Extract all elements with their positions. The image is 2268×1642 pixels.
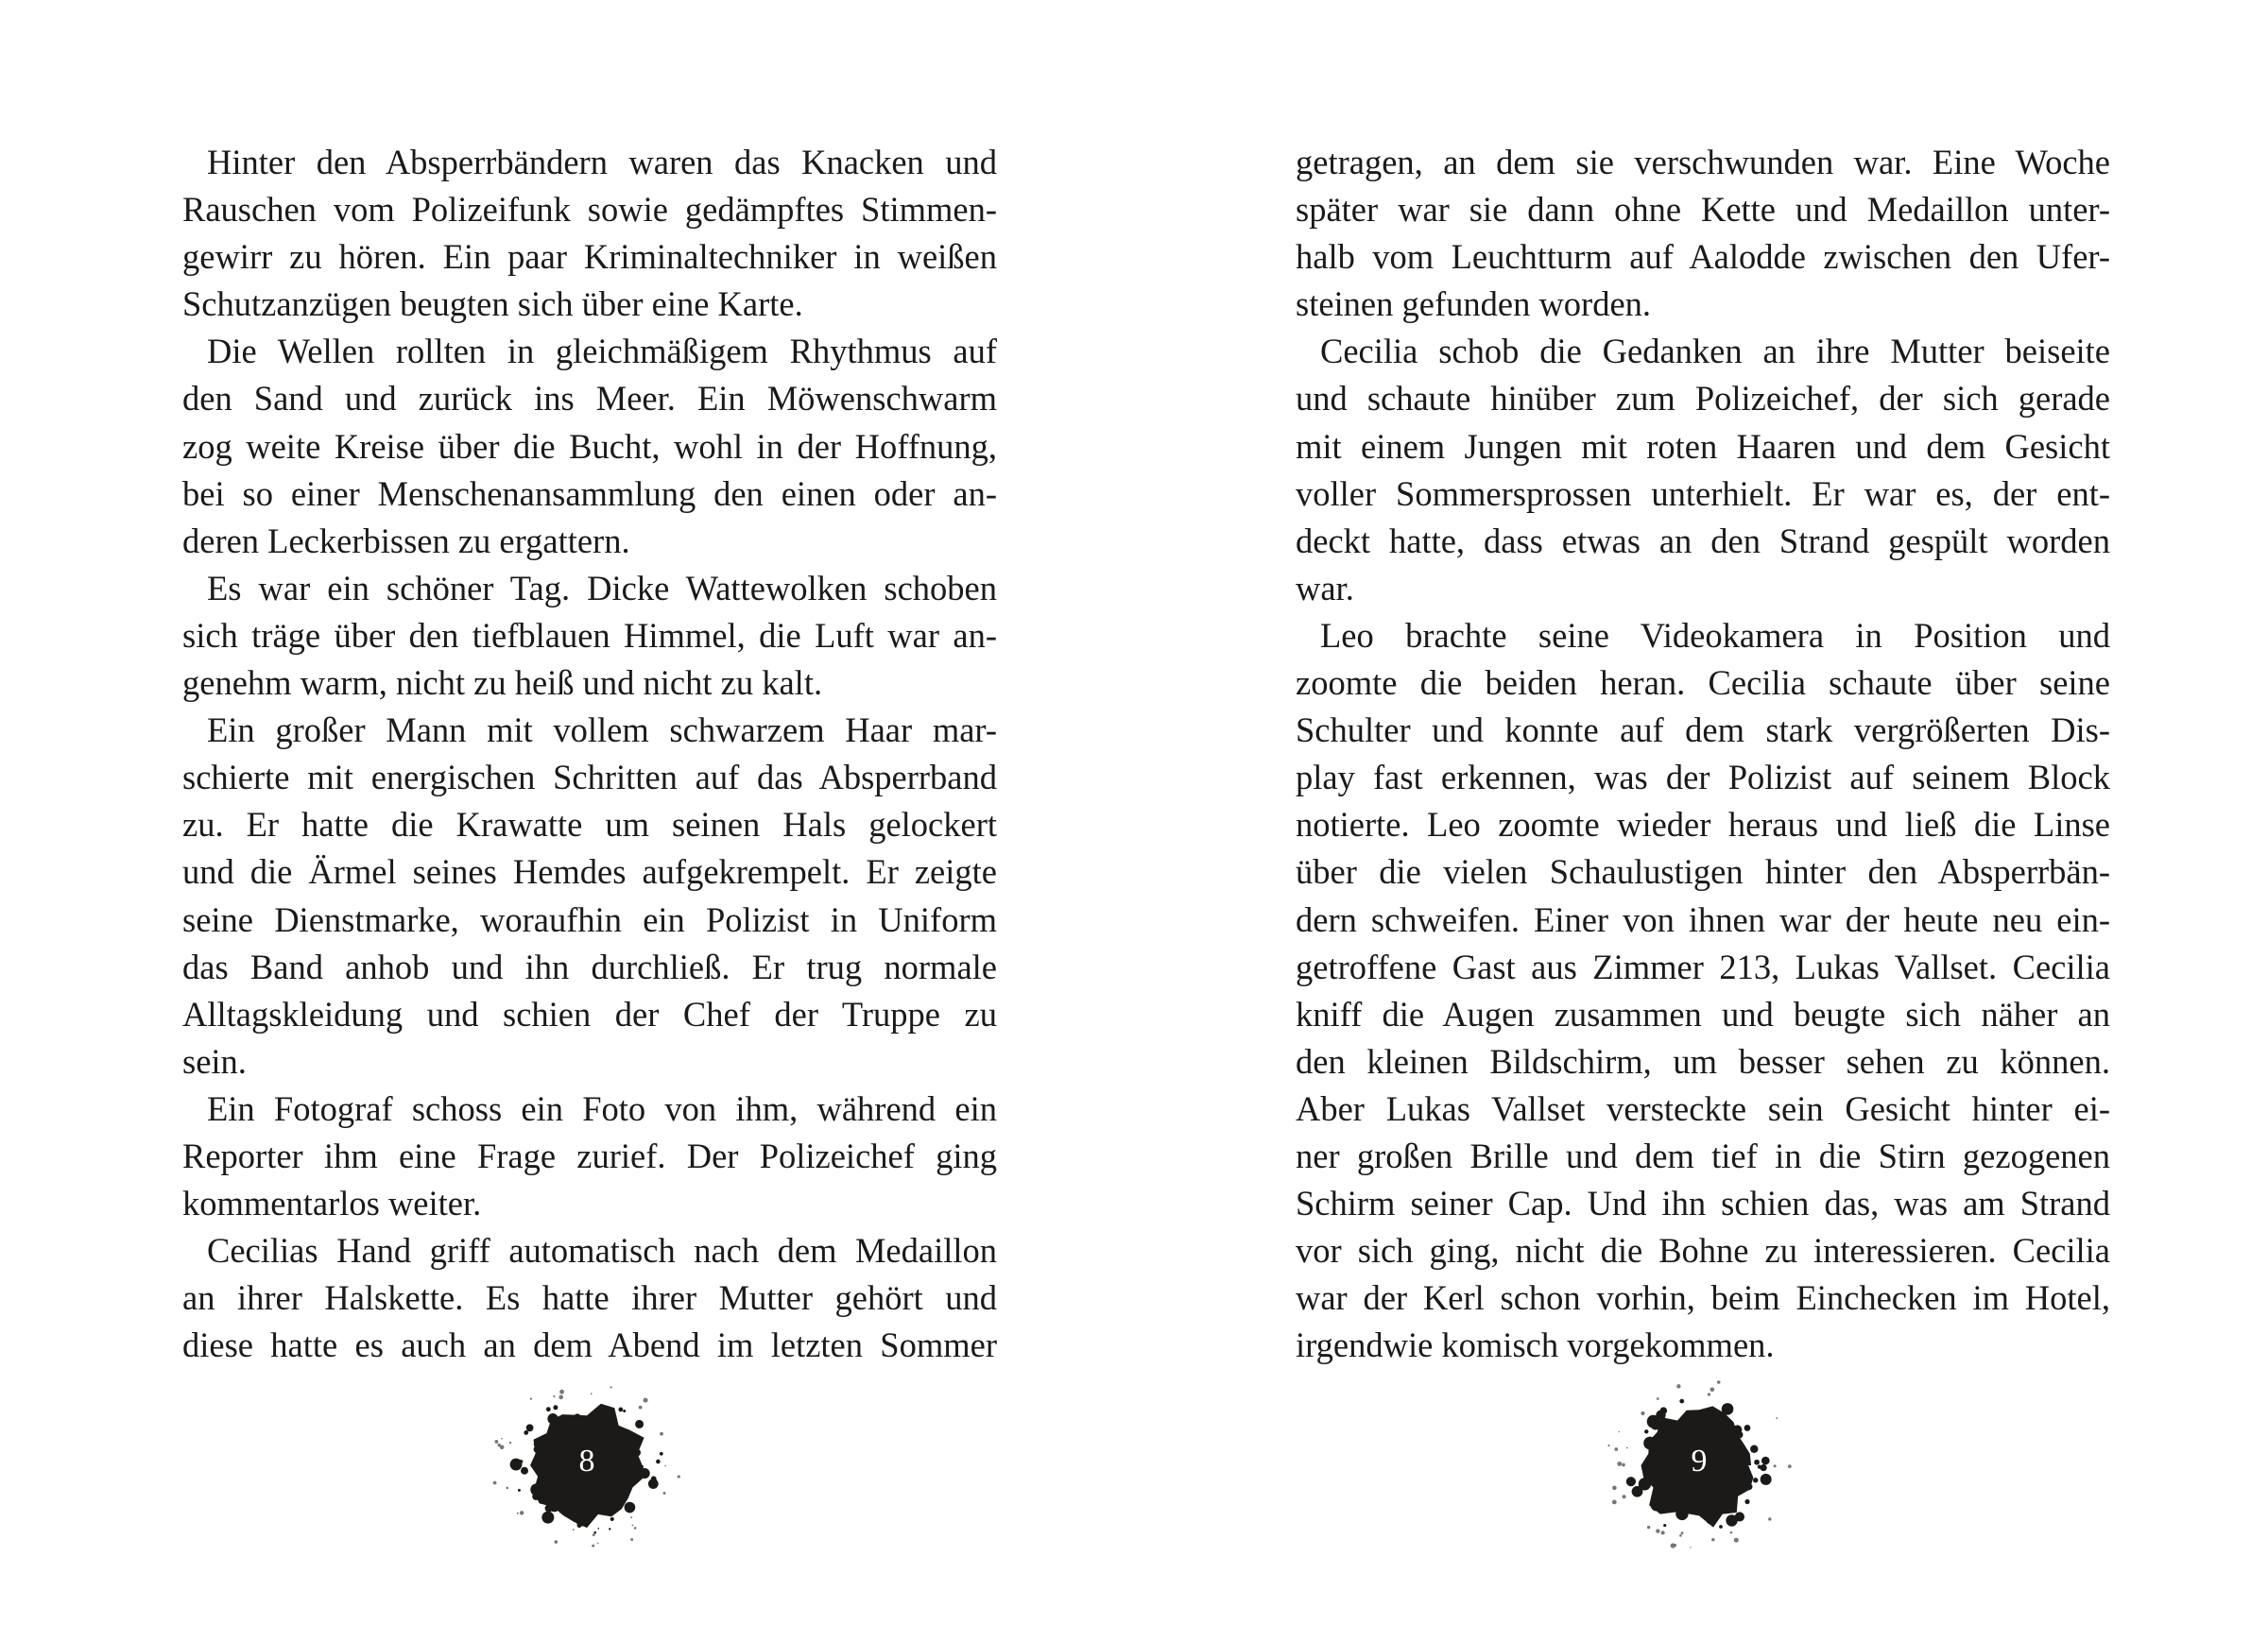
- text-line: genehm warm, nicht zu heiß und nicht zu kalt.: [182, 663, 823, 703]
- text-line: Schirm seiner Cap. Und ihn schien das, was am Strand: [1296, 1184, 2110, 1223]
- paragraph: [1296, 139, 2110, 328]
- right-page-text: [1296, 139, 2110, 1369]
- text-line: und schaute hinüber zum Polizeichef, der sich gerade: [1296, 379, 2110, 419]
- text-line: bei so einer Menschenansammlung den einen oder an-: [182, 473, 997, 513]
- text-line: Ein Fotograf schoss ein Foto von ihm, während ein: [207, 1088, 997, 1128]
- text-line: schierte mit energischen Schritten auf das Absperrband: [182, 758, 997, 797]
- text-line: über die vielen Schaulustigen hinter den Absperrbän-: [1296, 852, 2110, 892]
- text-line: Alltagskleidung und schien der Chef der Truppe zu: [182, 994, 997, 1034]
- text-line: Es war ein schöner Tag. Dicke Wattewolken schoben: [207, 568, 997, 607]
- text-line: zu. Er hatte die Krawatte um seinen Hals gelockert: [182, 805, 997, 845]
- paragraph: [182, 1227, 997, 1369]
- text-line: Hinter den Absperrbändern waren das Knacken und: [207, 143, 997, 181]
- page-number: 8: [578, 1444, 595, 1479]
- text-line: war.: [1296, 568, 1354, 607]
- text-line: play fast erkennen, was der Polizist auf seinem Block: [1296, 758, 2110, 797]
- text-line: dern schweifen. Einer von ihnen war der heute neu ein-: [1296, 899, 2110, 939]
- text-line: Cecilias Hand griff automatisch nach dem Medaillon: [207, 1231, 997, 1271]
- text-line: ner großen Brille und dem tief in die Stirn gezogenen: [1296, 1136, 2110, 1175]
- text-line: mit einem Jungen mit roten Haaren und dem Gesicht: [1296, 426, 2110, 466]
- page-number-ink-splat-right: [1605, 1376, 1794, 1565]
- text-line: das Band anhob und ihn durchließ. Er trug normale: [182, 947, 997, 986]
- text-line: sein.: [182, 1041, 247, 1081]
- text-line: kniff die Augen zusammen und beugte sich näher an: [1296, 994, 2110, 1034]
- text-line: halb vom Leuchtturm auf Aalodde zwischen den Ufer-: [1296, 237, 2110, 277]
- paragraph: [1296, 612, 2110, 1370]
- paragraph: [182, 565, 997, 707]
- text-line: deren Leckerbissen zu ergattern.: [182, 521, 630, 560]
- text-line: voller Sommersprossen unterhielt. Er war es, der ent-: [1296, 473, 2110, 513]
- paragraph: [182, 1086, 997, 1227]
- paragraph: [1296, 328, 2110, 612]
- text-line: sich träge über den tiefblauen Himmel, die Luft war an-: [182, 615, 997, 655]
- text-line: Schutzanzügen beugten sich über eine Karte.: [182, 284, 803, 324]
- text-line: getroffene Gast aus Zimmer 213, Lukas Vallset. Cecilia: [1296, 947, 2110, 986]
- text-line: kommentarlos weiter.: [182, 1184, 482, 1223]
- text-line: den kleinen Bildschirm, um besser sehen zu können.: [1296, 1041, 2110, 1081]
- text-line: Schulter und konnte auf dem stark vergrößerten Dis-: [1296, 710, 2110, 750]
- text-line: deckt hatte, dass etwas an den Strand gespült worden: [1296, 521, 2110, 560]
- text-line: und die Ärmel seines Hemdes aufgekrempelt. Er zeigte: [182, 852, 997, 892]
- text-line: den Sand und zurück ins Meer. Ein Möwenschwarm: [182, 379, 997, 419]
- page-number-ink-splat-left: [492, 1376, 681, 1565]
- text-line: Leo brachte seine Videokamera in Position und: [1320, 615, 2110, 655]
- text-line: diese hatte es auch an dem Abend im letzten Sommer: [182, 1326, 997, 1365]
- text-line: an ihrer Halskette. Es hatte ihrer Mutter gehört und: [182, 1278, 997, 1318]
- text-line: Rauschen vom Polizeifunk sowie gedämpftes Stimmen-: [182, 190, 997, 230]
- text-line: notierte. Leo zoomte wieder heraus und ließ die Linse: [1296, 805, 2110, 845]
- text-line: getragen, an dem sie verschwunden war. Eine Woche: [1296, 143, 2110, 181]
- text-line: zoomte die beiden heran. Cecilia schaute über seine: [1296, 663, 2110, 703]
- text-line: Aber Lukas Vallset versteckte sein Gesicht hinter ei-: [1296, 1088, 2110, 1128]
- text-line: Die Wellen rollten in gleichmäßigem Rhythmus auf: [207, 332, 997, 371]
- paragraph: [182, 707, 997, 1086]
- text-line: steinen gefunden worden.: [1296, 284, 1652, 324]
- left-page-text: [182, 139, 997, 1369]
- text-line: später war sie dann ohne Kette und Medaillon unter-: [1296, 190, 2110, 230]
- page-number: 9: [1691, 1444, 1708, 1479]
- text-line: vor sich ging, nicht die Bohne zu interessieren. Cecilia: [1296, 1231, 2110, 1271]
- text-line: zog weite Kreise über die Bucht, wohl in der Hoffnung,: [182, 426, 997, 466]
- text-line: seine Dienstmarke, woraufhin ein Polizist in Uniform: [182, 899, 997, 939]
- paragraph: [182, 328, 997, 564]
- text-line: war der Kerl schon vorhin, beim Einchecken im Hotel,: [1296, 1278, 2110, 1318]
- paragraph: [182, 139, 997, 328]
- text-line: Ein großer Mann mit vollem schwarzem Haar mar-: [207, 710, 997, 750]
- text-line: Cecilia schob die Gedanken an ihre Mutter beiseite: [1320, 332, 2110, 371]
- text-line: Reporter ihm eine Frage zurief. Der Polizeichef ging: [182, 1136, 997, 1175]
- text-line: gewirr zu hören. Ein paar Kriminaltechniker in weißen: [182, 237, 997, 277]
- text-line: irgendwie komisch vorgekommen.: [1296, 1326, 1775, 1365]
